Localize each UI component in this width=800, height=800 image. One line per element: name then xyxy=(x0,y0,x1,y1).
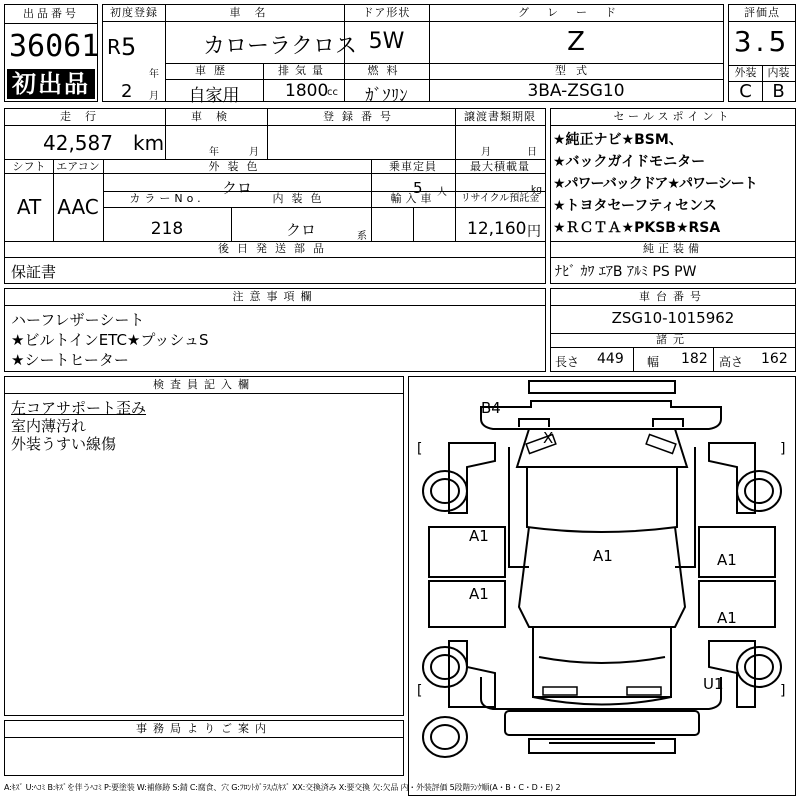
mileage-label: 走行 xyxy=(60,110,110,123)
door-label: ドア形状 xyxy=(362,6,411,19)
inspect-year-unit: 年 xyxy=(209,147,219,158)
recycle-unit: 円 xyxy=(527,224,541,240)
chassis-label: 車台番号 xyxy=(639,290,707,303)
car-diagram xyxy=(408,376,796,796)
transfer-day-unit: 日 xyxy=(527,147,537,158)
damage-mark: A1 xyxy=(593,547,613,565)
transfer-label: 譲渡書類期限 xyxy=(464,110,536,123)
equipment: ﾅﾋﾞ ｶﾜ ｴｱB ｱﾙﾐ PS PW xyxy=(555,264,697,280)
sales-item: ★パワーバックドア★パワーシート xyxy=(553,176,757,192)
model-label: 型式 xyxy=(555,64,597,77)
chassis-box xyxy=(550,288,796,372)
color-no-label: カラーNo. xyxy=(129,192,205,205)
color: クロ xyxy=(221,179,252,197)
ac: AAC xyxy=(57,195,99,219)
later-label: 後日発送部品 xyxy=(218,242,332,255)
displacement: 1800 xyxy=(285,81,329,101)
car-outline xyxy=(409,377,795,795)
detail-table xyxy=(4,108,546,284)
car-name-label: 車名 xyxy=(229,6,280,19)
note-line: ハーフレザーシート xyxy=(11,311,145,329)
legend: A:ｷｽﾞ U:ﾍｺﾐ B:ｷｽﾞを伴うﾍｺﾐ P:要塗装 W:補修跡 S:錆 C:腐食、穴 G:ﾌﾛﾝﾄｶﾞﾗｽ点ｷｽﾞ XX:交換済み X:要交換 欠:欠品 内・外装評価 5段階ﾗﾝｸ順(A・B・C・D・E) 2 xyxy=(4,783,561,792)
month-unit: 月 xyxy=(149,91,159,102)
office-label: 事務局よりご案内 xyxy=(136,722,272,735)
damage-mark: A1 xyxy=(717,609,737,627)
length-label: 長さ xyxy=(555,355,580,369)
later-parts: 保証書 xyxy=(11,263,57,281)
int-grade: B xyxy=(772,81,785,102)
score: 3.5 xyxy=(733,25,791,58)
svg-text:[: [ xyxy=(415,683,424,699)
inspector-line: 左コアサポート歪み xyxy=(11,399,147,417)
length-value: 449 xyxy=(597,351,624,367)
lot-label: 出品番号 xyxy=(23,7,79,20)
svg-text:]: ] xyxy=(779,683,788,699)
transfer-month-unit: 月 xyxy=(481,147,491,158)
history: 自家用 xyxy=(188,86,240,106)
grade: Z xyxy=(567,27,585,57)
regno-label: 登録番号 xyxy=(323,110,399,123)
first-listing-badge: 初出品 xyxy=(7,69,95,99)
seats-unit: 人 xyxy=(437,187,447,198)
sales-item: ★トヨタセーフティセンス xyxy=(553,198,717,214)
inspect-month-unit: 月 xyxy=(249,147,259,158)
width-label: 幅 xyxy=(647,355,660,369)
color-label: 外装色 xyxy=(208,160,266,173)
damage-mark: A1 xyxy=(469,527,489,545)
shift-label: シフト xyxy=(12,160,46,173)
damage-mark: X xyxy=(543,429,554,447)
int-color: クロ xyxy=(285,221,316,239)
score-label: 評価点 xyxy=(744,6,780,19)
sales-item: ★バックガイドモニター xyxy=(553,154,706,170)
score-box xyxy=(728,4,796,102)
recycle: 12,160 xyxy=(467,219,527,239)
ext-label: 外装 xyxy=(734,66,757,79)
fuel: ｶﾞｿﾘﾝ xyxy=(365,86,408,106)
int-color-suffix: 系 xyxy=(357,231,367,242)
ext-grade: C xyxy=(739,81,752,102)
load-label: 最大積載量 xyxy=(470,160,530,173)
disp-label: 排気量 xyxy=(278,64,329,77)
reg-label: 初度登録 xyxy=(110,6,158,19)
int-label: 内装 xyxy=(767,66,790,79)
inspector-label: 検査員記入欄 xyxy=(153,378,255,391)
model: 3BA-ZSG10 xyxy=(527,81,625,101)
inspect-label: 車検 xyxy=(191,110,241,123)
year-unit: 年 xyxy=(149,69,159,80)
svg-text:[: [ xyxy=(415,441,424,457)
height-value: 162 xyxy=(761,351,788,367)
inspector-line: 室内薄汚れ xyxy=(11,417,87,435)
note-line: ★シートヒーター xyxy=(11,351,129,369)
lot-number: 36061 xyxy=(9,29,100,64)
import-label: 輸入車 xyxy=(390,192,436,205)
reg-year: 5 xyxy=(121,33,137,61)
fuel-label: 燃料 xyxy=(367,64,406,77)
inspector-line: 外装うすい線傷 xyxy=(11,435,117,453)
sales-label: セールスポイント xyxy=(613,110,733,123)
sales-item: ★純正ナビ★BSM、 xyxy=(553,132,683,148)
door: 5W xyxy=(368,29,405,54)
ac-label: エアコン xyxy=(56,160,100,173)
chassis-number: ZSG10-1015962 xyxy=(611,309,735,327)
load-unit: kg xyxy=(531,185,542,195)
svg-text:]: ] xyxy=(779,441,788,457)
reg-month: 2 xyxy=(121,81,133,102)
car-name: カローラクロス xyxy=(203,34,358,59)
seats-label: 乗車定員 xyxy=(389,160,437,173)
grade-label: グレード xyxy=(518,6,634,19)
office-box xyxy=(4,720,404,776)
seats: 5 xyxy=(413,179,423,197)
header-table xyxy=(102,4,724,106)
notes-label: 注意事項欄 xyxy=(232,290,318,303)
note-line: ★ビルトインETC★プッシュS xyxy=(11,331,209,349)
width-value: 182 xyxy=(681,351,708,367)
damage-mark: U1 xyxy=(703,675,724,693)
int-color-label: 内装色 xyxy=(272,192,330,205)
equip-label: 純正装備 xyxy=(643,242,703,255)
era: R xyxy=(107,35,121,59)
notes-box xyxy=(4,288,546,372)
dims-label: 諸元 xyxy=(656,333,690,346)
damage-mark: A1 xyxy=(469,585,489,603)
inspector-box xyxy=(4,376,404,716)
disp-unit: cc xyxy=(327,87,338,98)
history-label: 車歴 xyxy=(195,64,233,77)
color-no: 218 xyxy=(150,219,184,239)
recycle-label: リサイクル預託金 xyxy=(460,193,540,204)
shift: AT xyxy=(16,195,42,219)
sales-item: ★ＲＣＴＡ★PKSB★RSA xyxy=(553,220,721,236)
mileage-unit: km xyxy=(133,131,165,155)
damage-mark: A1 xyxy=(717,551,737,569)
lot-box xyxy=(4,4,98,102)
damage-mark: B4 xyxy=(481,399,501,417)
height-label: 高さ xyxy=(719,355,744,369)
sales-box xyxy=(550,108,796,284)
mileage: 42,587 xyxy=(43,131,113,155)
